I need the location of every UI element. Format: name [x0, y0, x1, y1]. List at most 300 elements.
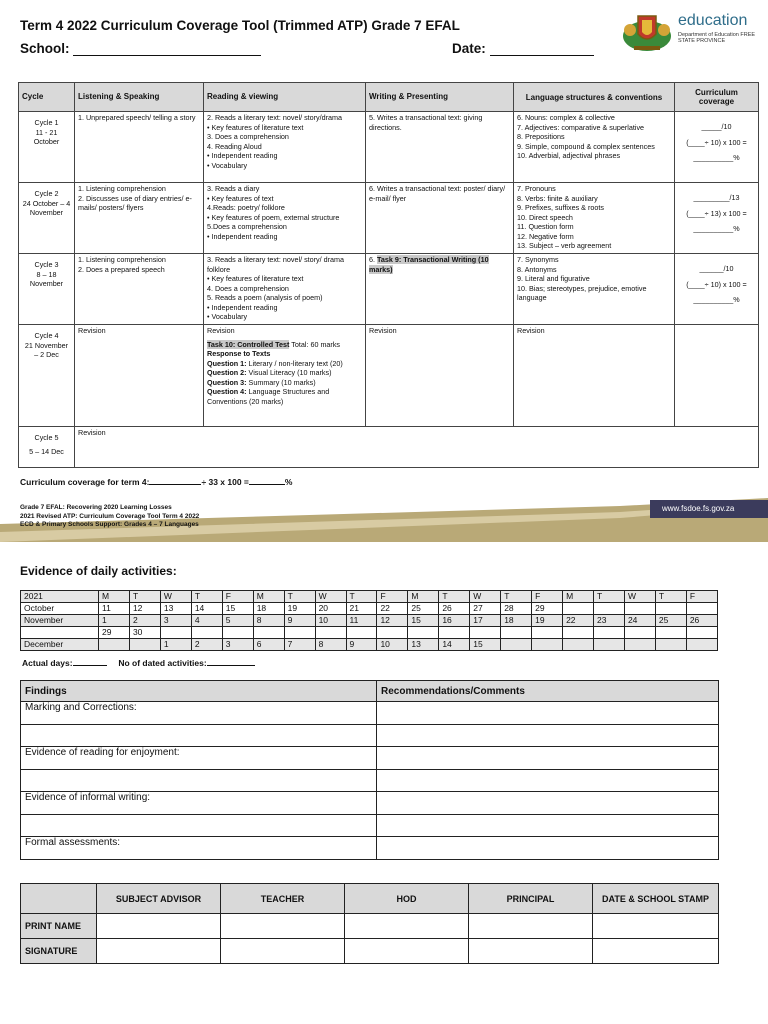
list-item: • Key features of literature text [207, 274, 304, 283]
list-item: 12. Negative form [517, 231, 574, 241]
finding-label[interactable]: Evidence of reading for enjoyment: [21, 747, 377, 770]
term-coverage-blank[interactable] [149, 475, 201, 485]
entry-cell[interactable] [345, 914, 469, 939]
date-field [452, 41, 594, 56]
list-item: 10. Bias; stereotypes, prejudice, emotive language [517, 283, 647, 302]
calendar-cell[interactable]: T [439, 591, 470, 603]
cycle-dates: 21 November – 2 Dec [24, 340, 69, 359]
dated-activities-blank[interactable] [207, 657, 255, 666]
cycle-label: Cycle 4 [34, 331, 59, 340]
term-coverage-label: Curriculum coverage for term 4: [20, 477, 150, 487]
footer-line: Grade 7 EFAL: Recovering 2020 Learning Losses [20, 504, 172, 511]
list-item: • Independent reading [207, 231, 278, 241]
calendar-cell[interactable]: W [160, 591, 191, 603]
calendar-cell[interactable] [532, 627, 563, 639]
row-print-name: PRINT NAME [21, 914, 97, 939]
list-item: • Vocabulary [207, 312, 248, 321]
logo-word: education [678, 12, 748, 29]
cycle-row [19, 325, 759, 427]
calendar-cell[interactable]: 1 [160, 639, 191, 651]
calendar-cell[interactable]: 9 [284, 615, 315, 627]
footer-line: 2021 Revised ATP: Curriculum Coverage Tool Term 4 2022 [20, 512, 200, 520]
revision-label: Revision [517, 326, 545, 335]
task-highlight: Task 9: Transactional Writing (10 marks) [369, 255, 489, 274]
calendar-cell[interactable] [532, 639, 563, 651]
coverage-percent: __________% [693, 295, 740, 304]
comment-cell[interactable] [377, 724, 719, 747]
list-item: 4. Reading Aloud [207, 141, 262, 151]
list-item: 7. Adjectives: comparative & superlative [517, 122, 645, 132]
cycle-cell [19, 254, 75, 325]
signature-table [20, 883, 719, 964]
calendar-cell[interactable]: F [222, 591, 253, 603]
calendar-cell[interactable] [408, 627, 439, 639]
task-total: Total: 60 marks [289, 339, 341, 349]
comment-cell[interactable] [377, 814, 719, 837]
entry-cell[interactable] [593, 939, 719, 964]
calendar-cell[interactable]: 15 [222, 603, 253, 615]
table-row [21, 769, 719, 792]
question-text: Summary (10 marks) [246, 377, 316, 387]
list-item: • Key features of literature text [207, 122, 304, 132]
calendar-cell[interactable] [253, 627, 284, 639]
calendar-cell[interactable] [624, 627, 655, 639]
calendar-cell[interactable]: 25 [408, 603, 439, 615]
calendar-cell[interactable]: 11 [99, 603, 130, 615]
cycle-dates: 24 October – 4 November [22, 198, 71, 217]
calendar-cell[interactable] [594, 603, 625, 615]
writing-cell [366, 254, 514, 325]
logo-dept: Department of Education FREE STATE PROVINCE [678, 32, 756, 44]
cycle-row [19, 112, 759, 183]
list-item: 6. Nouns: complex & collective [517, 113, 615, 122]
calendar-cell[interactable] [470, 627, 501, 639]
coverage-formula: (____÷ 10) x 100 = [686, 137, 747, 147]
term-coverage-formula: ÷ 33 x 100 = [201, 477, 249, 487]
findings-table [20, 680, 719, 860]
question-item [207, 378, 362, 388]
calendar-cell[interactable] [686, 627, 717, 639]
calendar-cell[interactable]: M [99, 591, 130, 603]
calendar-cell[interactable]: 26 [686, 615, 717, 627]
calendar-cell[interactable]: 4 [191, 615, 222, 627]
calendar-cell[interactable] [594, 627, 625, 639]
comment-cell[interactable] [377, 769, 719, 792]
col-subject-advisor: SUBJECT ADVISOR [97, 884, 221, 914]
findings-header-right: Recommendations/Comments [377, 681, 719, 702]
table-row [21, 724, 719, 747]
calendar-cell[interactable] [191, 627, 222, 639]
calendar-cell[interactable] [315, 627, 346, 639]
language-cell [514, 112, 675, 183]
table-row [21, 914, 719, 939]
cycle-row [19, 254, 759, 325]
listening-cell [75, 183, 204, 254]
term-coverage [20, 475, 292, 487]
finding-label[interactable]: Formal assessments: [21, 837, 377, 860]
list-item: 3. Does a comprehension [207, 132, 289, 141]
evidence-title: Evidence of daily activities: [20, 564, 177, 578]
finding-label[interactable] [21, 769, 377, 792]
calendar-cell[interactable]: 22 [563, 615, 594, 627]
calendar-row [21, 627, 718, 639]
calendar-cell[interactable]: 21 [346, 603, 377, 615]
list-item: 8. Verbs: finite & auxiliary [517, 193, 598, 203]
table-row [21, 837, 719, 860]
calendar-cell[interactable] [222, 627, 253, 639]
language-cell [514, 183, 675, 254]
calendar-cell[interactable] [655, 603, 686, 615]
col-teacher: TEACHER [221, 884, 345, 914]
calendar-row-label: December [21, 639, 99, 651]
calendar-cell[interactable]: 6 [253, 639, 284, 651]
question-label: Question 2: [207, 368, 247, 377]
question-item [207, 387, 362, 406]
calendar-cell[interactable]: F [686, 591, 717, 603]
calendar-cell[interactable]: 8 [315, 639, 346, 651]
coverage-cell[interactable] [675, 112, 759, 183]
calendar-cell[interactable] [686, 603, 717, 615]
calendar-cell[interactable] [624, 603, 655, 615]
coat-of-arms-icon [620, 8, 674, 54]
entry-cell[interactable] [593, 914, 719, 939]
list-item: 13. Subject – verb agreement [517, 241, 612, 250]
cycle-cell [19, 325, 75, 427]
calendar-cell[interactable]: T [501, 591, 532, 603]
calendar-cell[interactable]: W [315, 591, 346, 603]
calendar-cell[interactable]: T [129, 591, 160, 603]
list-item: 5. Reads a poem (analysis of poem) [207, 293, 323, 302]
calendar-cell[interactable]: 24 [624, 615, 655, 627]
question-label: Question 4: [207, 387, 247, 396]
calendar-cell[interactable]: 2 [129, 615, 160, 627]
language-cell [514, 254, 675, 325]
revision-label: Revision [207, 326, 235, 335]
question-item [207, 368, 362, 378]
list-item: • Key features of text [207, 193, 274, 203]
calendar-cell[interactable] [594, 639, 625, 651]
date-blank[interactable] [490, 41, 594, 56]
revision-cell [75, 427, 759, 468]
calendar-cell[interactable]: 28 [501, 603, 532, 615]
table-row [21, 814, 719, 837]
cycle-cell [19, 427, 75, 468]
header-language: Language structures & conventions [514, 83, 675, 112]
calendar-cell[interactable]: T [655, 591, 686, 603]
coverage-percent: __________% [693, 224, 740, 233]
page-title: Term 4 2022 Curriculum Coverage Tool (Trimmed ATP) Grade 7 EFAL [20, 18, 460, 33]
coverage-formula: (____÷ 10) x 100 = [686, 279, 747, 289]
finding-label[interactable] [21, 814, 377, 837]
calendar-cell[interactable]: 26 [439, 603, 470, 615]
reading-cell [204, 183, 366, 254]
list-item: 11. Question form [517, 222, 574, 231]
school-field [20, 41, 261, 56]
calendar-cell[interactable]: 7 [284, 639, 315, 651]
list-item: • Vocabulary [207, 160, 248, 170]
coverage-count: _________/13 [693, 193, 740, 202]
calendar-cell[interactable]: 8 [253, 615, 284, 627]
calendar-row-label: October [21, 603, 99, 615]
term-coverage-result[interactable] [249, 475, 285, 485]
calendar-cell[interactable] [346, 627, 377, 639]
actual-days-label: Actual days: [22, 658, 73, 668]
calendar-cell[interactable] [284, 627, 315, 639]
listening-cell [75, 112, 204, 183]
language-cell [514, 325, 675, 427]
calendar-cell[interactable]: W [624, 591, 655, 603]
list-item: • Independent reading [207, 151, 278, 160]
calendar-cell[interactable]: 19 [532, 615, 563, 627]
list-item: 7. Synonyms [517, 255, 559, 264]
calendar-cell[interactable]: 15 [470, 639, 501, 651]
education-logo [620, 8, 768, 56]
calendar-cell[interactable]: 29 [99, 627, 130, 639]
reading-cell [204, 325, 366, 427]
calendar-cell[interactable]: T [346, 591, 377, 603]
calendar-row [21, 591, 718, 603]
entry-cell[interactable] [469, 939, 593, 964]
calendar-cell[interactable]: T [594, 591, 625, 603]
question-text: Language Structures and Conventions (20 marks) [207, 387, 330, 406]
findings-header [21, 681, 719, 702]
calendar-cell[interactable]: 16 [439, 615, 470, 627]
calendar-cell[interactable]: 13 [408, 639, 439, 651]
list-item: 9. Simple, compound & complex sentences [517, 141, 655, 151]
list-item: 2. Does a prepared speech [78, 264, 165, 274]
coverage-table [18, 82, 759, 468]
calendar-table [20, 590, 718, 651]
header-writing: Writing & Presenting [366, 83, 514, 112]
calendar-cell[interactable]: 17 [470, 615, 501, 627]
list-item: 2. Reads a literary text: novel/ story/drama [207, 113, 343, 122]
calendar-cell[interactable]: 14 [191, 603, 222, 615]
footer-text [20, 504, 768, 548]
col-hod: HOD [345, 884, 469, 914]
col-principal: PRINCIPAL [469, 884, 593, 914]
table-row [21, 702, 719, 725]
calendar-cell[interactable] [439, 627, 470, 639]
calendar-cell[interactable]: 2 [191, 639, 222, 651]
list-item: 1. Unprepared speech/ telling a story [78, 113, 196, 122]
calendar-cell[interactable] [160, 627, 191, 639]
calendar-cell[interactable]: F [532, 591, 563, 603]
entry-cell[interactable] [469, 914, 593, 939]
question-label: Question 3: [207, 377, 247, 387]
row-signature: SIGNATURE [21, 939, 97, 964]
list-item: 5.Does a comprehension [207, 222, 287, 231]
comment-cell[interactable] [377, 702, 719, 725]
cycle-dates: 8 – 18 November [29, 269, 64, 288]
list-item: 4. Does a comprehension [207, 283, 289, 293]
list-item: 1. Listening comprehension [78, 255, 166, 264]
header-coverage: Curriculum coverage [675, 83, 759, 112]
calendar-cell[interactable]: F [377, 591, 408, 603]
list-item: 3. Reads a literary text: novel/ story/ drama folklore [207, 255, 345, 274]
comment-cell[interactable] [377, 747, 719, 770]
calendar-cell[interactable]: 3 [160, 615, 191, 627]
list-item: 5. Writes a transactional text: giving directions. [369, 113, 483, 132]
calendar-cell[interactable]: 18 [501, 615, 532, 627]
list-item: • Independent reading [207, 302, 278, 312]
calendar-cell[interactable]: 12 [377, 615, 408, 627]
cycle-label: Cycle 1 [34, 118, 59, 127]
calendar-cell[interactable] [563, 639, 594, 651]
calendar-cell[interactable]: 1 [99, 615, 130, 627]
reading-cell [204, 112, 366, 183]
calendar-cell[interactable]: 10 [377, 639, 408, 651]
calendar-cell[interactable]: 10 [315, 615, 346, 627]
calendar-cell[interactable]: M [253, 591, 284, 603]
header-listening: Listening & Speaking [75, 83, 204, 112]
list-item: 3. Reads a diary [207, 184, 260, 193]
signature-header [21, 884, 719, 914]
calendar-cell[interactable]: T [284, 591, 315, 603]
calendar-cell[interactable]: 18 [253, 603, 284, 615]
school-blank[interactable] [73, 41, 261, 56]
coverage-cell[interactable] [675, 254, 759, 325]
calendar-cell[interactable]: 20 [315, 603, 346, 615]
list-item: 9. Literal and figurative [517, 274, 590, 283]
calendar-cell[interactable]: 5 [222, 615, 253, 627]
dated-activities-label: No of dated activities: [118, 658, 207, 668]
list-item: 9. Prefixes, suffixes & roots [517, 203, 604, 212]
footer-url[interactable]: www.fsdoe.fs.gov.za [662, 504, 735, 513]
table-row [21, 792, 719, 815]
table-row [21, 939, 719, 964]
header-cycle: Cycle [19, 83, 75, 112]
calendar-row-label: 2021 [21, 591, 99, 603]
entry-cell[interactable] [221, 939, 345, 964]
table-row [21, 747, 719, 770]
calendar-cell[interactable] [501, 639, 532, 651]
comment-cell[interactable] [377, 837, 719, 860]
comment-cell[interactable] [377, 792, 719, 815]
cycle-cell [19, 112, 75, 183]
list-item: 4.Reads: poetry/ folklore [207, 203, 285, 212]
calendar-row [21, 615, 718, 627]
calendar-cell[interactable] [624, 639, 655, 651]
list-item: 7. Pronouns [517, 184, 556, 193]
footer-line: ECD & Primary Schools Support: Grades 4 – 7 Languages [20, 521, 199, 528]
calendar-cell[interactable] [501, 627, 532, 639]
calendar-cell[interactable]: 11 [346, 615, 377, 627]
calendar-cell[interactable]: 19 [284, 603, 315, 615]
calendar-cell[interactable]: 23 [594, 615, 625, 627]
calendar-cell[interactable] [655, 639, 686, 651]
calendar-cell[interactable]: W [470, 591, 501, 603]
calendar-cell[interactable]: M [408, 591, 439, 603]
col-date-stamp: DATE & SCHOOL STAMP [593, 884, 719, 914]
entry-cell[interactable] [97, 914, 221, 939]
school-label: School: [20, 41, 70, 56]
calendar-cell[interactable]: 15 [408, 615, 439, 627]
finding-label[interactable]: Marking and Corrections: [21, 702, 377, 725]
task-10 [207, 340, 362, 350]
corner-cell [21, 884, 97, 914]
calendar-cell[interactable]: 9 [346, 639, 377, 651]
cycle-dates: 11 - 21 October [33, 127, 60, 146]
cycle-label: Cycle 2 [34, 189, 59, 198]
question-text: Visual Literacy (10 marks) [246, 368, 332, 377]
list-item: 1. Listening comprehension [78, 184, 166, 193]
findings-header-left: Findings [21, 681, 377, 702]
calendar-cell[interactable]: M [563, 591, 594, 603]
revision-label: Revision [78, 428, 106, 437]
calendar-cell[interactable]: 12 [129, 603, 160, 615]
question-item [207, 359, 362, 369]
finding-label[interactable]: Evidence of informal writing: [21, 792, 377, 815]
entry-cell[interactable] [97, 939, 221, 964]
revision-label: Revision [369, 326, 397, 335]
coverage-formula: (____÷ 13) x 100 = [686, 208, 747, 218]
list-item: 8. Antonyms [517, 264, 557, 274]
list-item: 10. Adverbial, adjectival phrases [517, 151, 621, 160]
coverage-count: ______/10 [699, 264, 734, 273]
listening-cell [75, 325, 204, 427]
header-reading: Reading & viewing [204, 83, 366, 112]
actual-days-blank[interactable] [73, 657, 107, 666]
calendar-cell[interactable] [655, 627, 686, 639]
revision-label: Revision [78, 326, 106, 335]
list-item: 8. Prepositions [517, 132, 565, 141]
calendar-cell[interactable]: 22 [377, 603, 408, 615]
coverage-percent: __________% [693, 153, 740, 162]
response-heading: Response to Texts [207, 349, 271, 358]
coverage-count: _____/10 [701, 122, 732, 131]
cycle-row [19, 427, 759, 468]
cycle-cell [19, 183, 75, 254]
finding-label[interactable] [21, 724, 377, 747]
actual-days [22, 657, 255, 668]
calendar-cell[interactable] [377, 627, 408, 639]
calendar-cell[interactable] [129, 639, 160, 651]
calendar-cell[interactable]: 25 [655, 615, 686, 627]
coverage-cell[interactable] [675, 183, 759, 254]
writing-cell [366, 183, 514, 254]
cycle-dates: 5 – 14 Dec [29, 446, 64, 456]
coverage-cell[interactable] [675, 325, 759, 427]
calendar-cell[interactable]: 13 [160, 603, 191, 615]
calendar-row [21, 603, 718, 615]
calendar-cell[interactable]: 3 [222, 639, 253, 651]
list-item: 2. Discusses use of diary entries/ e-mails/ posters/ flyers [78, 193, 192, 212]
calendar-cell[interactable] [563, 627, 594, 639]
calendar-row-label: November [21, 615, 99, 627]
term-coverage-percent: % [284, 477, 293, 487]
calendar-cell[interactable]: 30 [129, 627, 160, 639]
entry-cell[interactable] [345, 939, 469, 964]
entry-cell[interactable] [221, 914, 345, 939]
calendar-cell[interactable] [686, 639, 717, 651]
footer [0, 498, 768, 542]
calendar-cell[interactable] [563, 603, 594, 615]
writing-cell [366, 325, 514, 427]
calendar-cell[interactable]: 29 [532, 603, 563, 615]
calendar-cell[interactable]: T [191, 591, 222, 603]
question-label: Question 1: [207, 358, 247, 368]
calendar-cell[interactable] [99, 639, 130, 651]
cycle-label: Cycle 3 [34, 260, 59, 269]
calendar-cell[interactable]: 27 [470, 603, 501, 615]
list-number: 6. [369, 255, 375, 264]
coverage-header-row [19, 83, 759, 112]
list-item: 10. Direct speech [517, 212, 573, 222]
list-item: 6. Writes a transactional text: poster/ diary/ e-mail/ flyer [369, 184, 506, 203]
cycle-row [19, 183, 759, 254]
list-item: • Key features of poem, external structure [207, 212, 340, 222]
calendar-cell[interactable]: 14 [439, 639, 470, 651]
